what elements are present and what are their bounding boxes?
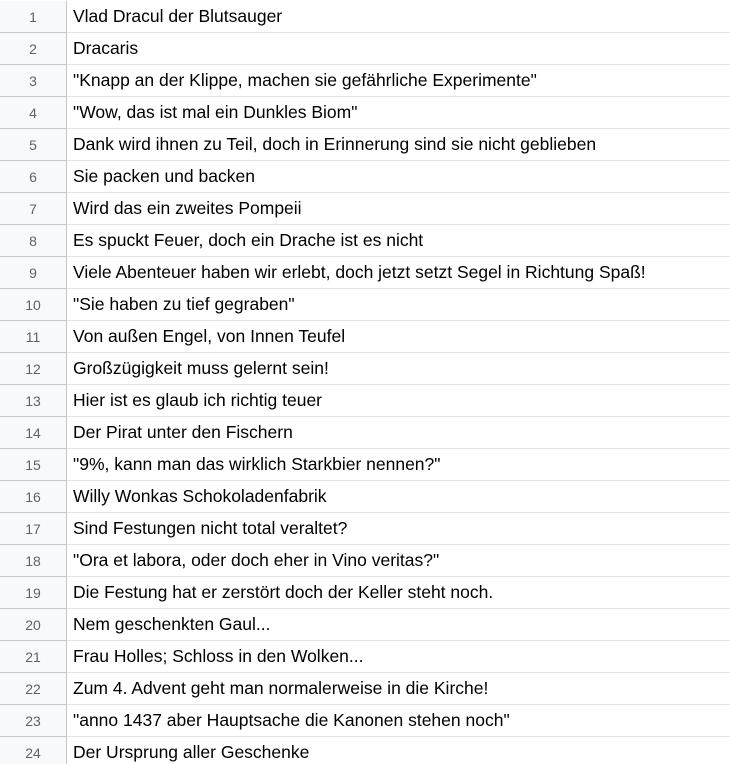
row-header[interactable]: 7 — [0, 193, 67, 225]
cell-a[interactable]: "Knapp an der Klippe, machen sie gefährliche Experimente" — [73, 70, 537, 90]
cell-a[interactable]: "9%, kann man das wirklich Starkbier nennen?" — [73, 454, 441, 474]
cell-a[interactable]: Der Ursprung aller Geschenke — [73, 742, 310, 762]
row-header[interactable]: 9 — [0, 257, 67, 289]
table-row — [0, 193, 730, 225]
table-row — [0, 161, 730, 193]
row-header[interactable]: 12 — [0, 353, 67, 385]
row-header[interactable]: 21 — [0, 641, 67, 673]
row-header[interactable]: 2 — [0, 33, 67, 65]
table-row — [0, 449, 730, 481]
cell-a[interactable]: "Wow, das ist mal ein Dunkles Biom" — [73, 102, 358, 122]
row-header[interactable]: 14 — [0, 417, 67, 449]
cell-a[interactable]: Es spuckt Feuer, doch ein Drache ist es nicht — [73, 230, 424, 250]
row-header[interactable]: 1 — [0, 1, 67, 33]
row-header[interactable]: 17 — [0, 513, 67, 545]
row-header[interactable]: 10 — [0, 289, 67, 321]
row-header[interactable]: 16 — [0, 481, 67, 513]
cell-a[interactable]: Vlad Dracul der Blutsauger — [73, 6, 283, 26]
table-row — [0, 481, 730, 513]
cell-a[interactable]: Zum 4. Advent geht man normalerweise in die Kirche! — [73, 678, 489, 698]
table-row — [0, 673, 730, 705]
cell-a[interactable]: Dracaris — [73, 38, 139, 58]
table-row — [0, 1, 730, 33]
table-row — [0, 705, 730, 737]
row-header[interactable]: 23 — [0, 705, 67, 737]
table-row — [0, 97, 730, 129]
table-row — [0, 289, 730, 321]
cell-a[interactable]: Dank wird ihnen zu Teil, doch in Erinnerung sind sie nicht geblieben — [73, 134, 597, 154]
cell-a[interactable]: Der Pirat unter den Fischern — [73, 422, 293, 442]
table-row — [0, 513, 730, 545]
cell-a[interactable]: Wird das ein zweites Pompeii — [73, 198, 302, 218]
row-header[interactable]: 15 — [0, 449, 67, 481]
cell-a[interactable]: Nem geschenkten Gaul... — [73, 614, 271, 634]
table-row — [0, 225, 730, 257]
table-row — [0, 321, 730, 353]
table-row — [0, 577, 730, 609]
table-row — [0, 545, 730, 577]
cell-a[interactable]: Von außen Engel, von Innen Teufel — [73, 326, 346, 346]
row-header[interactable]: 5 — [0, 129, 67, 161]
row-header[interactable]: 22 — [0, 673, 67, 705]
table-row — [0, 641, 730, 673]
row-header[interactable]: 20 — [0, 609, 67, 641]
cell-a[interactable]: Sie packen und backen — [73, 166, 255, 186]
cell-a[interactable]: "Ora et labora, oder doch eher in Vino veritas?" — [73, 550, 440, 570]
cell-a[interactable]: Frau Holles; Schloss in den Wolken... — [73, 646, 364, 666]
cell-a[interactable]: Die Festung hat er zerstört doch der Keller steht noch. — [73, 582, 494, 602]
cell-a[interactable]: Sind Festungen nicht total veraltet? — [73, 518, 348, 538]
table-row — [0, 33, 730, 65]
row-header[interactable]: 11 — [0, 321, 67, 353]
cell-a[interactable]: Großzügigkeit muss gelernt sein! — [73, 358, 329, 378]
table-row — [0, 737, 730, 764]
cell-a[interactable]: "Sie haben zu tief gegraben" — [73, 294, 295, 314]
row-header[interactable]: 3 — [0, 65, 67, 97]
table-row — [0, 257, 730, 289]
row-header[interactable]: 8 — [0, 225, 67, 257]
table-row — [0, 353, 730, 385]
row-header[interactable]: 4 — [0, 97, 67, 129]
cell-a[interactable]: Willy Wonkas Schokoladenfabrik — [73, 486, 327, 506]
row-header[interactable]: 19 — [0, 577, 67, 609]
cell-a[interactable]: Viele Abenteuer haben wir erlebt, doch jetzt setzt Segel in Richtung Spaß! — [73, 262, 646, 282]
table-row — [0, 417, 730, 449]
table-row — [0, 129, 730, 161]
row-header[interactable]: 18 — [0, 545, 67, 577]
table-row — [0, 65, 730, 97]
table-row — [0, 609, 730, 641]
row-header[interactable]: 24 — [0, 737, 67, 764]
row-header[interactable]: 13 — [0, 385, 67, 417]
table-row — [0, 385, 730, 417]
row-header[interactable]: 6 — [0, 161, 67, 193]
cell-a[interactable]: Hier ist es glaub ich richtig teuer — [73, 390, 322, 410]
cell-a[interactable]: "anno 1437 aber Hauptsache die Kanonen stehen noch" — [73, 710, 510, 730]
